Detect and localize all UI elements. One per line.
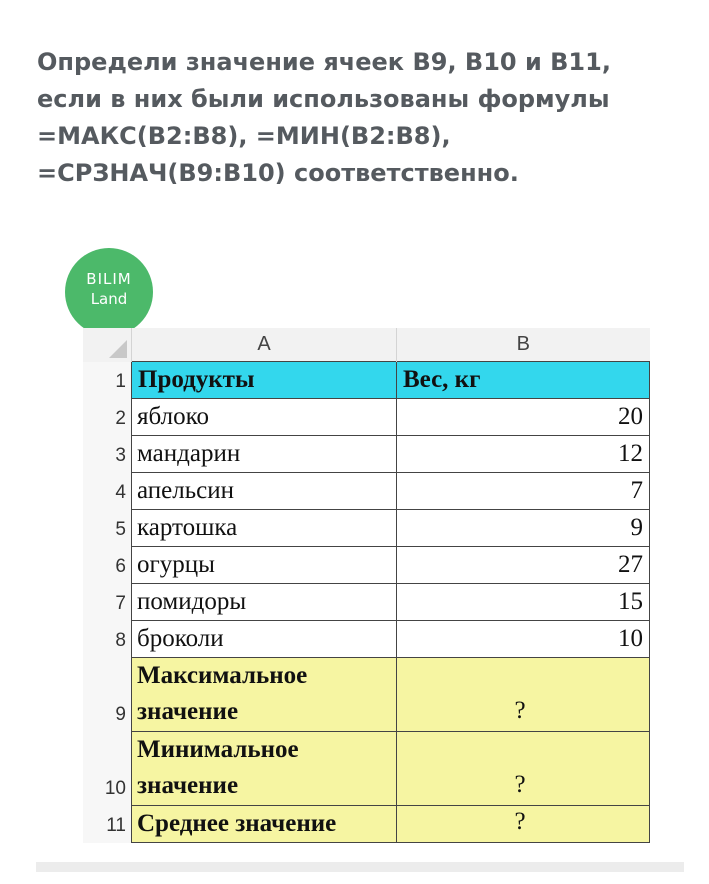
- table-row: [83, 436, 650, 473]
- table-row: [83, 399, 650, 436]
- select-all-corner[interactable]: [83, 328, 132, 362]
- cell-a6[interactable]: огурцы: [132, 547, 397, 584]
- cell-b11[interactable]: ?: [397, 806, 650, 843]
- row-number[interactable]: 5: [83, 510, 132, 547]
- cell-a1[interactable]: Продукты: [132, 362, 397, 399]
- cell-a2[interactable]: яблоко: [132, 399, 397, 436]
- question-text: [37, 44, 687, 192]
- cell-text: значение: [137, 772, 239, 799]
- cell-text: Максимальное: [137, 662, 308, 689]
- cell-a11[interactable]: Среднее значение: [132, 806, 397, 843]
- column-header-a[interactable]: A: [132, 328, 397, 362]
- table-row: [83, 584, 650, 621]
- table-row: [83, 806, 650, 843]
- cell-text: значение: [137, 698, 239, 725]
- table-row: [83, 362, 650, 399]
- cell-b8[interactable]: 10: [397, 621, 650, 658]
- cell-a7[interactable]: помидоры: [132, 584, 397, 621]
- cell-a8[interactable]: броколи: [132, 621, 397, 658]
- spreadsheet: [83, 328, 650, 843]
- cell-b4[interactable]: 7: [397, 473, 650, 510]
- cell-a5[interactable]: картошка: [132, 510, 397, 547]
- logo-text: Land: [90, 290, 128, 308]
- row-number[interactable]: 8: [83, 621, 132, 658]
- cell-a4[interactable]: апельсин: [132, 473, 397, 510]
- table-row: [83, 473, 650, 510]
- bilimland-logo: [65, 248, 153, 336]
- table-row: [83, 547, 650, 584]
- row-number[interactable]: 2: [83, 399, 132, 436]
- row-number[interactable]: 1: [83, 362, 132, 399]
- row-number[interactable]: 11: [83, 806, 132, 843]
- row-number[interactable]: 7: [83, 584, 132, 621]
- cell-b7[interactable]: 15: [397, 584, 650, 621]
- table-row: [83, 621, 650, 658]
- table-row: [83, 658, 650, 732]
- cell-a10[interactable]: [132, 732, 397, 806]
- row-number[interactable]: 4: [83, 473, 132, 510]
- logo-text: BILIM: [86, 270, 132, 288]
- cell-b5[interactable]: 9: [397, 510, 650, 547]
- cell-b3[interactable]: 12: [397, 436, 650, 473]
- question-line: =СРЗНАЧ(B9:B10) соответственно.: [37, 159, 519, 187]
- table-row: [83, 732, 650, 806]
- cell-b9[interactable]: ?: [397, 658, 650, 732]
- row-number[interactable]: 10: [83, 732, 132, 806]
- row-number[interactable]: 6: [83, 547, 132, 584]
- row-number[interactable]: 9: [83, 658, 132, 732]
- row-number[interactable]: 3: [83, 436, 132, 473]
- cell-a3[interactable]: мандарин: [132, 436, 397, 473]
- cell-b10[interactable]: ?: [397, 732, 650, 806]
- cell-b1[interactable]: Вес, кг: [397, 362, 650, 399]
- cell-b6[interactable]: 27: [397, 547, 650, 584]
- cell-text: Минимальное: [137, 736, 299, 763]
- question-line: если в них были использованы формулы: [37, 85, 610, 113]
- cell-a9[interactable]: [132, 658, 397, 732]
- question-line: Определи значение ячеек B9, B10 и B11,: [37, 48, 611, 76]
- bottom-divider: [36, 862, 684, 872]
- cell-b2[interactable]: 20: [397, 399, 650, 436]
- question-line: =МАКС(B2:B8), =МИН(B2:B8),: [37, 122, 451, 150]
- table-row: [83, 510, 650, 547]
- column-header-b[interactable]: B: [397, 328, 650, 362]
